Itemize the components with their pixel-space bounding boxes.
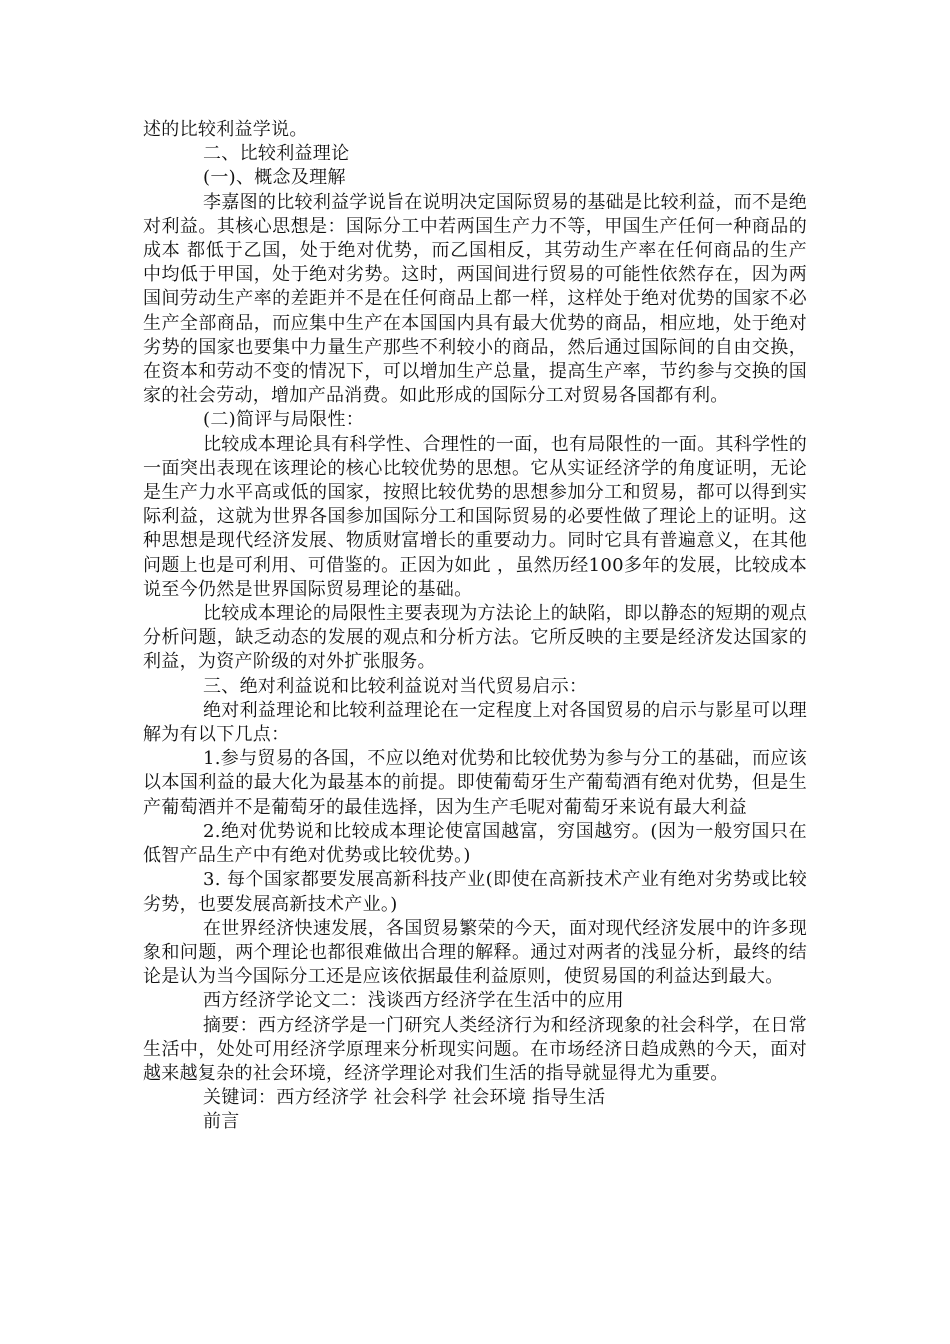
heading-preface: 前言 xyxy=(203,1111,240,1133)
paragraph-continued: 述的比较利益学说。 xyxy=(143,119,308,140)
document-page xyxy=(143,118,807,1135)
section-heading-comparative-advantage: 二、比较利益理论 xyxy=(203,143,350,165)
paragraph-implications-intro: 绝对利益理论和比较利益理论在一定程度上对各国贸易的启示与影星可以理解为有以下几点： xyxy=(143,699,807,746)
list-item-2: 2.绝对优势说和比较成本理论使富国越富，穷国越穷。(因为一般穷国只在低智产品生产中有绝对优势或比较优势。) xyxy=(143,820,807,867)
list-item-1: 1.参与贸易的各国，不应以绝对优势和比较优势为参与分工的基础，而应该以本国利益的最大化为最基本的前提。即使葡萄牙生产葡萄酒有绝对优势，但是生产葡萄酒并不是葡萄牙的最佳选择，因为生产毛呢对葡萄牙来说有最大利益 xyxy=(143,748,807,818)
list-item-3: 3. 每个国家都要发展高新科技产业(即使在高新技术产业有绝对劣势或比较劣势，也要发展高新技术产业。) xyxy=(143,869,807,915)
paragraph-limitations: 比较成本理论的局限性主要表现为方法论上的缺陷，即以静态的短期的观点分析问题，缺乏动态的发展的观点和分析方法。它所反映的主要是经济发达国家的利益，为资产阶级的对外扩张服务。 xyxy=(143,603,807,673)
subsection-heading-concept: (一)、概念及理解 xyxy=(203,167,346,189)
paragraph-keywords: 关键词：西方经济学 社会科学 社会环境 指导生活 xyxy=(203,1087,606,1109)
essay-title-two: 西方经济学论文二：浅谈西方经济学在生活中的应用 xyxy=(203,990,624,1012)
paragraph-scientific-side: 比较成本理论具有科学性、合理性的一面，也有局限性的一面。其科学性的一面突出表现在该理论的核心比较优势的思想。它从实证经济学的角度证明，无论是生产力水平高或低的国家，按照比较优势的思想参加分工和贸易，都可以得到实际利益，这就为世界各国参加国际分工和国际贸易的必要性做了理论上的证明。这种思想是现代经济发展、物质财富增长的重要动力。同时它具有普遍意义，在其他问题上也是可利用、可借鉴的。正因为如此 ，虽然历经100多年的发展，比较成本说至今仍然是世界国际贸易理论的基础。 xyxy=(143,433,807,600)
subsection-heading-critique: (二)简评与局限性： xyxy=(203,409,365,431)
paragraph-ricardo-theory: 李嘉图的比较利益学说旨在说明决定国际贸易的基础是比较利益，而不是绝对利益。其核心思想是：国际分工中若两国生产力不等，甲国生产任何一种商品的成本 都低于乙国，处于绝对优势，而乙国相反，其劳动生产率在任何商品的生产中均低于甲国，处于绝对劣势。这时，两国间进行贸易的可能性依然存在，因为两国间劳动生产率的差距并不是在任何商品上都一样，这样处于绝对优势的国家不必生产全部商品，而应集中生产在本国国内具有最大优势的商品，相应地，处于绝对劣势的国家也要集中力量生产那些不利较小的商品，然后通过国际间的自由交换，在资本和劳动不变的情况下，可以增加生产总量，提高生产率，节约参与交换的国家的社会劳动，增加产品消费。如此形成的国际分工对贸易各国都有利。 xyxy=(143,191,807,407)
paragraph-abstract: 摘要：西方经济学是一门研究人类经济行为和经济现象的社会科学，在日常生活中，处处可用经济学原理来分析现实问题。在市场经济日趋成熟的今天，面对越来越复杂的社会环境，经济学理论对我们生活的指导就显得尤为重要。 xyxy=(143,1014,807,1084)
paragraph-conclusion: 在世界经济快速发展，各国贸易繁荣的今天，面对现代经济发展中的许多现象和问题，两个理论也都很难做出合理的解释。通过对两者的浅显分析，最终的结论是认为当今国际分工还是应该依据最佳利益原则，使贸易国的利益达到最大。 xyxy=(143,917,807,988)
section-heading-implications: 三、绝对利益说和比较利益说对当代贸易启示： xyxy=(203,675,588,697)
